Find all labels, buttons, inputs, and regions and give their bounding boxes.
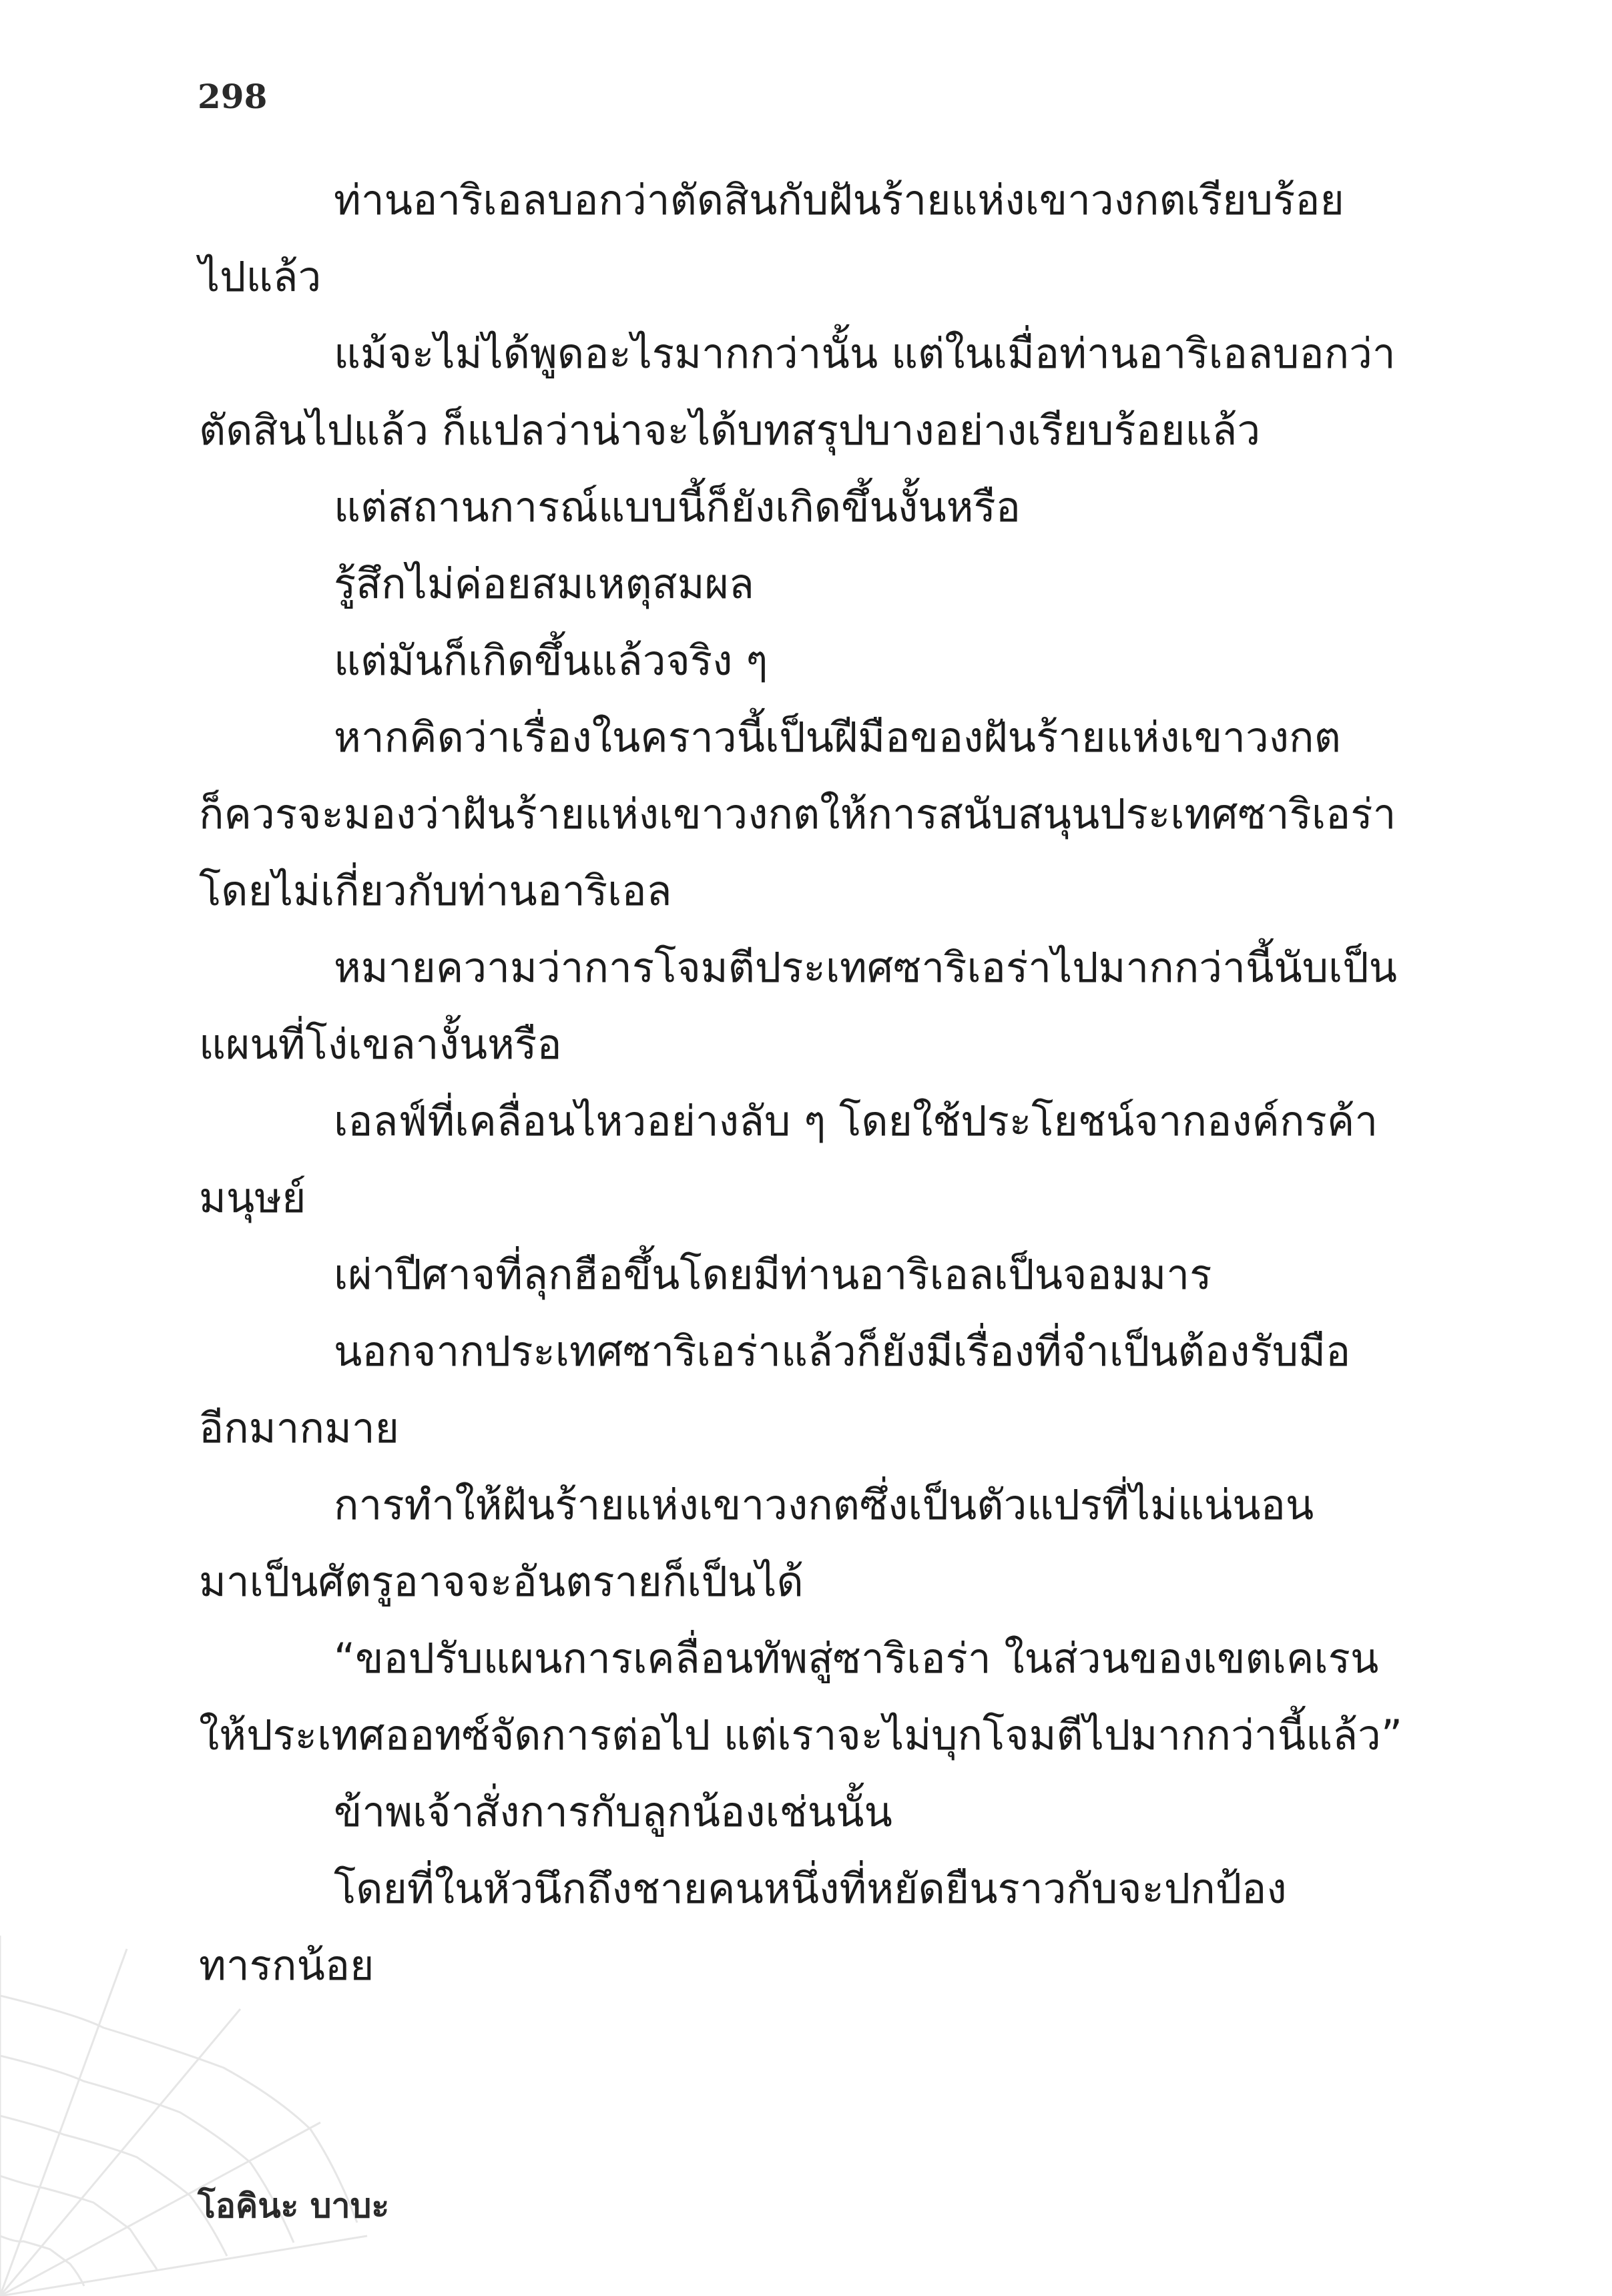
text-line: แผนที่โง่เขลางั้นหรือ <box>199 1020 562 1069</box>
text-line: แต่สถานการณ์แบบนี้ก็ยังเกิดขึ้นงั้นหรือ <box>334 483 1021 531</box>
text-line: ข้าพเจ้าสั่งการกับลูกน้องเช่นนั้น <box>334 1787 892 1836</box>
text-line: โดยไม่เกี่ยวกับท่านอาริเอล <box>199 866 672 915</box>
text-line: แม้จะไม่ได้พูดอะไรมากกว่านั้น แต่ในเมื่อท่านอาริเอลบอกว่า <box>334 329 1396 378</box>
text-line: มาเป็นศัตรูอาจจะอันตรายก็เป็นได้ <box>199 1557 804 1606</box>
text-line: หากคิดว่าเรื่องในคราวนี้เป็นฝีมือของฝันร้ายแห่งเขาวงกต <box>334 713 1341 762</box>
text-line: มนุษย์ <box>199 1173 306 1222</box>
text-line: ไปแล้ว <box>199 252 322 301</box>
text-line: ให้ประเทศออทซ์จัดการต่อไป แต่เราจะไม่บุกโจมตีไปมากกว่านี้แล้ว” <box>199 1711 1402 1759</box>
author-name: โอคินะ บาบะ <box>198 2187 390 2225</box>
text-line: ก็ควรจะมองว่าฝันร้ายแห่งเขาวงกตให้การสนับสนุนประเทศซาริเอร่า <box>199 790 1396 838</box>
text-line: ทารกน้อย <box>199 1941 374 1990</box>
spider-web-icon <box>0 1922 374 2296</box>
page-number: 298 <box>198 77 268 116</box>
text-line: อีกมากมาย <box>199 1404 400 1452</box>
text-line: ตัดสินไปแล้ว ก็แปลว่าน่าจะได้บทสรุปบางอย่างเรียบร้อยแล้ว <box>199 406 1261 455</box>
text-line: เอลฟ์ที่เคลื่อนไหวอย่างลับ ๆ โดยใช้ประโยชน์จากองค์กรค้า <box>334 1097 1378 1145</box>
text-line: หมายความว่าการโจมตีประเทศซาริเอร่าไปมากกว่านี้นับเป็น <box>334 943 1397 992</box>
text-line: นอกจากประเทศซาริเอร่าแล้วก็ยังมีเรื่องที่จำเป็นต้องรับมือ <box>334 1327 1351 1376</box>
text-line: “ขอปรับแผนการเคลื่อนทัพสู่ซาริเอร่า ในส่วนของเขตเคเรน <box>334 1634 1379 1683</box>
text-line: รู้สึกไม่ค่อยสมเหตุสมผล <box>334 559 754 608</box>
text-line: แต่มันก็เกิดขึ้นแล้วจริง ๆ <box>334 636 768 685</box>
text-line: การทำให้ฝันร้ายแห่งเขาวงกตซึ่งเป็นตัวแปรที่ไม่แน่นอน <box>334 1480 1314 1529</box>
text-line: โดยที่ในหัวนึกถึงชายคนหนึ่งที่หยัดยืนราวกับจะปกป้อง <box>334 1864 1287 1913</box>
text-line: ท่านอาริเอลบอกว่าตัดสินกับฝันร้ายแห่งเขาวงกตเรียบร้อย <box>334 176 1344 224</box>
text-line: เผ่าปีศาจที่ลุกฮือขึ้นโดยมีท่านอาริเอลเป็นจอมมาร <box>334 1250 1212 1299</box>
